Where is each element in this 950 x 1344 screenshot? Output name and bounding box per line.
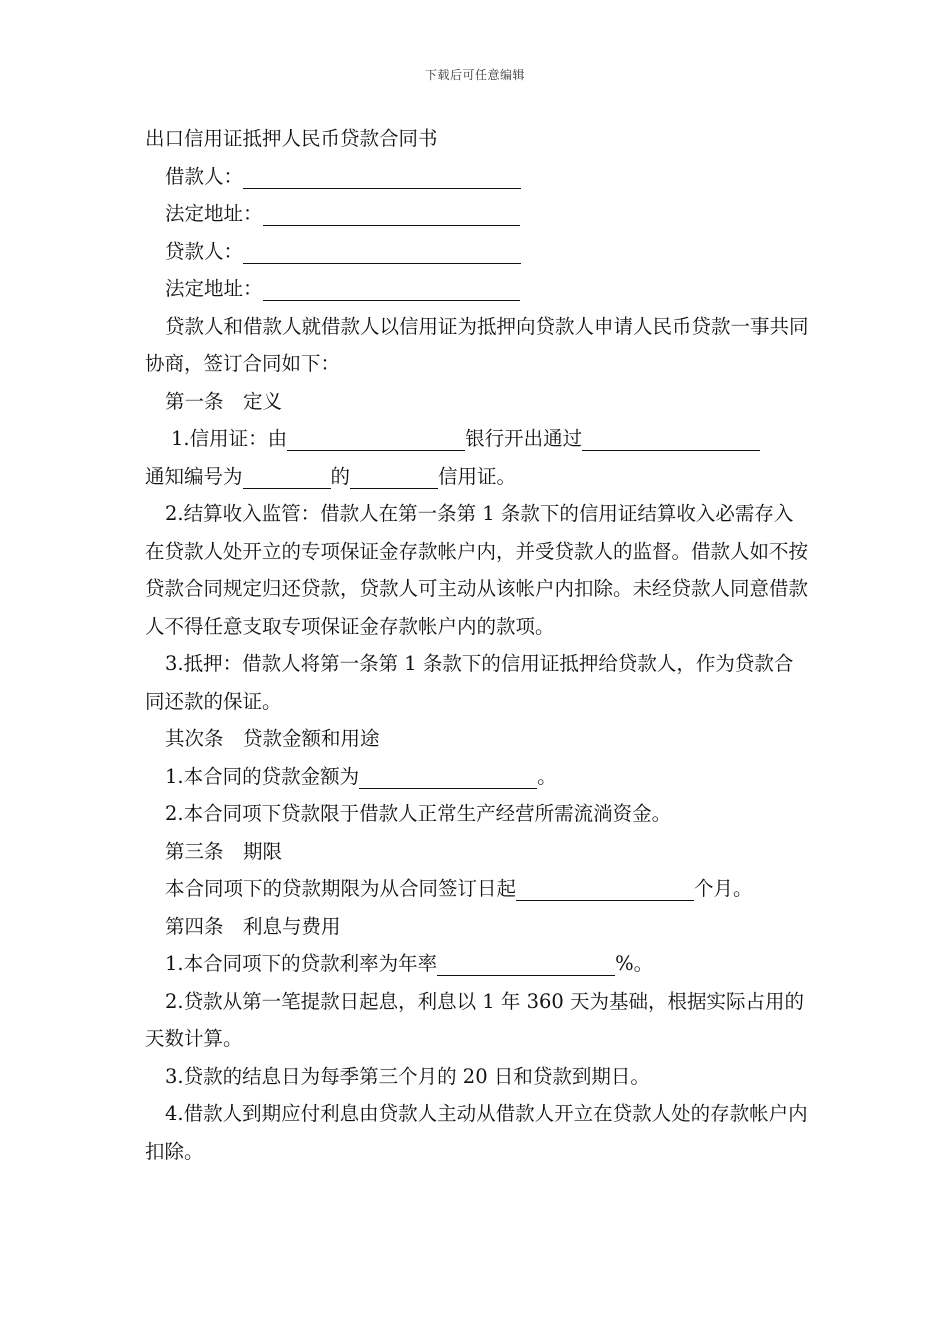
borrower-blank xyxy=(243,164,521,189)
credit-number-blank xyxy=(350,464,438,489)
article-1-clause-1 xyxy=(145,420,810,458)
article-3-clause-1 xyxy=(145,870,810,908)
article-4-clause-2: 2.贷款从第一笔提款日起息，利息以 1 年 360 天为基础，根据实际占用的天数计算。 xyxy=(145,989,805,1050)
lender-address-line xyxy=(145,270,810,308)
borrower-line xyxy=(145,158,810,196)
clause-4-1-text-a: 1.本合同项下的贷款利率为年率 xyxy=(165,952,438,975)
clause-3-1-text-b: 个月。 xyxy=(694,877,753,900)
borrower-label: 借款人： xyxy=(165,164,244,188)
notice-number-blank xyxy=(243,464,331,489)
intro-paragraph xyxy=(145,308,810,383)
borrower-address-line xyxy=(145,195,810,233)
loan-amount-blank xyxy=(359,764,537,789)
clause-1-1-text-e: 信用证。 xyxy=(438,464,517,488)
clause-2-1-text-b: 。 xyxy=(537,764,557,788)
clause-4-1-text-b: %。 xyxy=(615,952,654,975)
clause-2-1-text-a: 1.本合同的贷款金额为 xyxy=(165,764,360,788)
intro-text: 贷款人和借款人就借款人以信用证为抵押向贷款人申请人民币贷款一事共同协商，签订合同如下： xyxy=(145,314,809,375)
article-2-title: 其次条 贷款金额和用途 xyxy=(165,727,380,750)
article-4-title: 第四条 利息与费用 xyxy=(165,914,341,938)
interest-rate-blank xyxy=(437,951,615,976)
clause-1-1-text-b: 银行开出通过 xyxy=(465,427,583,450)
lender-blank xyxy=(243,239,521,264)
article-4-clause-3: 3.贷款的结息日为每季第三个月的 20 日和贷款到期日。 xyxy=(165,1064,650,1088)
document-body xyxy=(145,120,810,1170)
issuing-bank-blank xyxy=(287,426,465,451)
article-2-clause-1 xyxy=(145,758,810,796)
clause-1-1-text-d: 的 xyxy=(330,464,351,488)
lender-label: 贷款人： xyxy=(165,239,244,263)
loan-term-blank xyxy=(516,876,694,901)
article-2-clause-2: 2.本合同项下贷款限于借款人正常生产经营所需流淌资金。 xyxy=(165,802,672,825)
article-1-clause-2: 2.结算收入监管：借款人在第一条第 1 条款下的信用证结算收入必需存入在贷款人处开立的专项保证金存款帐户内，并受贷款人的监督。借款人如不按贷款合同规定归还贷款，贷款人可主动从该帐户内扣除。未经贷款人同意借款人不得任意支取专项保证金存款帐户内的款项。 xyxy=(145,502,809,638)
borrower-address-blank xyxy=(263,201,520,226)
article-3-title: 第三条 期限 xyxy=(165,839,283,863)
advising-bank-blank xyxy=(582,426,760,451)
article-1-clause-3: 3.抵押：借款人将第一条第 1 条款下的信用证抵押给贷款人，作为贷款合同还款的保证。 xyxy=(145,652,794,713)
document-title: 出口信用证抵押人民币贷款合同书 xyxy=(145,127,438,150)
clause-1-1-text-c: 通知编号为 xyxy=(145,464,243,488)
lender-address-blank xyxy=(263,276,520,301)
article-4-clause-1 xyxy=(145,945,810,983)
article-4-clause-4: 4.借款人到期应付利息由贷款人主动从借款人开立在贷款人处的存款帐户内扣除。 xyxy=(145,1102,808,1163)
article-1-title: 第一条 定义 xyxy=(165,389,283,413)
lender-line xyxy=(145,233,810,271)
article-1-clause-1-cont xyxy=(145,458,810,496)
lender-address-label: 法定地址： xyxy=(165,277,263,300)
clause-1-1-text-a: 1.信用证：由 xyxy=(171,427,288,450)
clause-3-1-text-a: 本合同项下的贷款期限为从合同签订日起 xyxy=(165,877,517,900)
page-header: 下载后可任意编辑 xyxy=(424,68,525,82)
borrower-address-label: 法定地址： xyxy=(165,202,263,225)
